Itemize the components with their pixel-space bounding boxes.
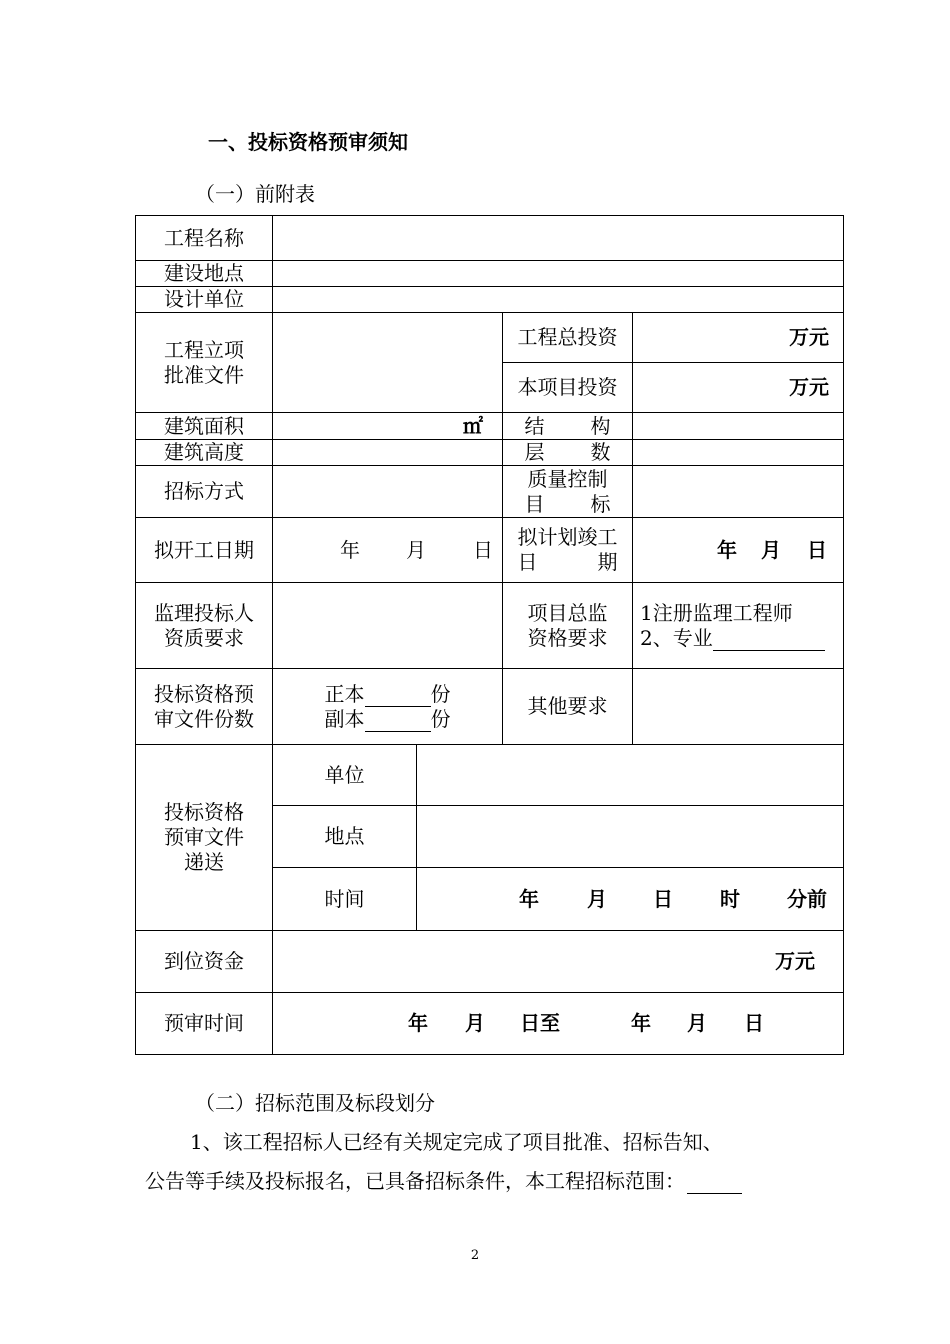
original-label: 正本	[324, 681, 365, 706]
unit-funds: 万元	[775, 949, 815, 973]
label-review-time: 预审时间	[164, 1011, 244, 1035]
start-year: 年	[340, 537, 360, 562]
duplicate-blank[interactable]	[365, 709, 431, 732]
label-delivery-line2: 预审文件	[164, 825, 244, 849]
finish-day: 日	[807, 537, 827, 562]
chief-req-line1: 1注册监理工程师	[640, 600, 793, 625]
label-designer: 设计单位	[164, 287, 244, 311]
value-start-date[interactable]	[273, 518, 502, 582]
review-year-2: 年	[631, 1011, 651, 1035]
label-copies-line2: 审文件份数	[154, 706, 254, 731]
finish-year: 年	[717, 537, 737, 562]
value-chief-req	[640, 583, 840, 668]
duplicate-unit: 份	[430, 706, 451, 731]
label-quality-line1: 质量控制	[527, 466, 608, 491]
review-month-2: 月	[687, 1011, 707, 1035]
heading: 一、投标资格预审须知	[208, 130, 408, 154]
label-structure	[503, 413, 632, 439]
label-copies-line1: 投标资格预	[154, 681, 254, 706]
review-day-1: 日至	[520, 1011, 560, 1035]
label-chief-line1: 项目总监	[527, 600, 608, 625]
start-month: 月	[406, 537, 426, 562]
label-approval-line1: 工程立项	[164, 337, 244, 362]
label-qualification	[136, 583, 272, 668]
label-delivery-line3: 递送	[184, 850, 224, 874]
label-finish-date	[503, 518, 632, 582]
duplicate-copies	[325, 707, 451, 732]
time-minute: 分前	[787, 886, 827, 911]
label-project-name: 工程名称	[164, 225, 244, 250]
unit-area: ㎡	[463, 413, 483, 438]
label-finish-a: 日	[517, 550, 538, 574]
unit-total-invest: 万元	[789, 325, 829, 349]
page-number: 2	[470, 1248, 480, 1263]
label-bid-method: 招标方式	[164, 479, 244, 503]
label-structure-a: 结	[524, 413, 545, 438]
section-title-front-table: （一）前附表	[195, 182, 315, 206]
label-chief-line2: 资格要求	[527, 625, 608, 650]
label-delivery-place: 地点	[324, 824, 365, 848]
time-hour: 时	[720, 886, 740, 911]
label-quality	[503, 466, 632, 517]
review-day-2: 日	[744, 1011, 764, 1035]
chief-req-specialty-label: 2、专业	[640, 625, 713, 650]
value-site[interactable]	[273, 261, 843, 286]
label-delivery-unit: 单位	[324, 762, 365, 787]
label-start-date: 拟开工日期	[154, 537, 254, 562]
value-designer[interactable]	[273, 287, 843, 312]
label-this-invest: 本项目投资	[517, 375, 618, 399]
time-year: 年	[519, 886, 539, 911]
label-quality-b: 标	[590, 491, 611, 516]
unit-this-invest: 万元	[789, 375, 829, 399]
label-floors-b: 数	[590, 440, 611, 464]
label-structure-b: 构	[590, 413, 611, 438]
original-copies	[325, 682, 451, 707]
paragraph-line-1: 1、该工程招标人已经有关规定完成了项目批准、招标告知、	[190, 1130, 723, 1154]
finish-month: 月	[761, 537, 781, 562]
review-year-1: 年	[408, 1011, 428, 1035]
label-total-invest: 工程总投资	[517, 325, 618, 349]
label-other-req: 其他要求	[527, 694, 608, 718]
label-funds: 到位资金	[164, 949, 244, 973]
chief-req-line2	[640, 626, 825, 651]
label-delivery-line1: 投标资格	[164, 800, 244, 824]
label-delivery	[136, 745, 272, 930]
section-title-scope: （二）招标范围及标段划分	[195, 1091, 435, 1115]
review-month-1: 月	[465, 1011, 485, 1035]
label-qualification-line1: 监理投标人	[154, 600, 254, 625]
label-finish-b: 期	[597, 550, 618, 574]
scope-blank[interactable]	[687, 1171, 742, 1194]
label-approval-line2: 批准文件	[164, 362, 244, 387]
label-floors-a: 层	[524, 440, 545, 464]
duplicate-label: 副本	[324, 706, 365, 731]
label-approval	[136, 313, 272, 412]
label-floors	[503, 440, 632, 465]
time-day: 日	[653, 886, 673, 911]
label-finish-line1: 拟计划竣工	[517, 525, 618, 549]
value-delivery-time[interactable]	[417, 868, 843, 930]
label-quality-a: 目	[524, 491, 545, 516]
value-review-time[interactable]	[273, 993, 843, 1054]
paragraph-line-2-text: 公告等手续及投标报名，已具备招标条件，本工程招标范围：	[145, 1169, 685, 1193]
original-unit: 份	[430, 681, 451, 706]
time-month: 月	[587, 886, 607, 911]
value-finish-date[interactable]	[633, 518, 843, 582]
value-project-name[interactable]	[273, 216, 843, 260]
start-day: 日	[473, 537, 493, 562]
label-copies	[136, 669, 272, 744]
specialty-blank[interactable]	[713, 628, 825, 651]
label-site: 建设地点	[164, 261, 244, 285]
original-blank[interactable]	[365, 684, 431, 707]
value-copies	[273, 669, 502, 744]
label-height: 建筑高度	[164, 440, 244, 464]
paragraph-line-2	[145, 1165, 742, 1194]
label-qualification-line2: 资质要求	[164, 625, 244, 650]
label-chief	[503, 583, 632, 668]
label-area: 建筑面积	[164, 413, 244, 438]
label-delivery-time: 时间	[324, 886, 365, 911]
